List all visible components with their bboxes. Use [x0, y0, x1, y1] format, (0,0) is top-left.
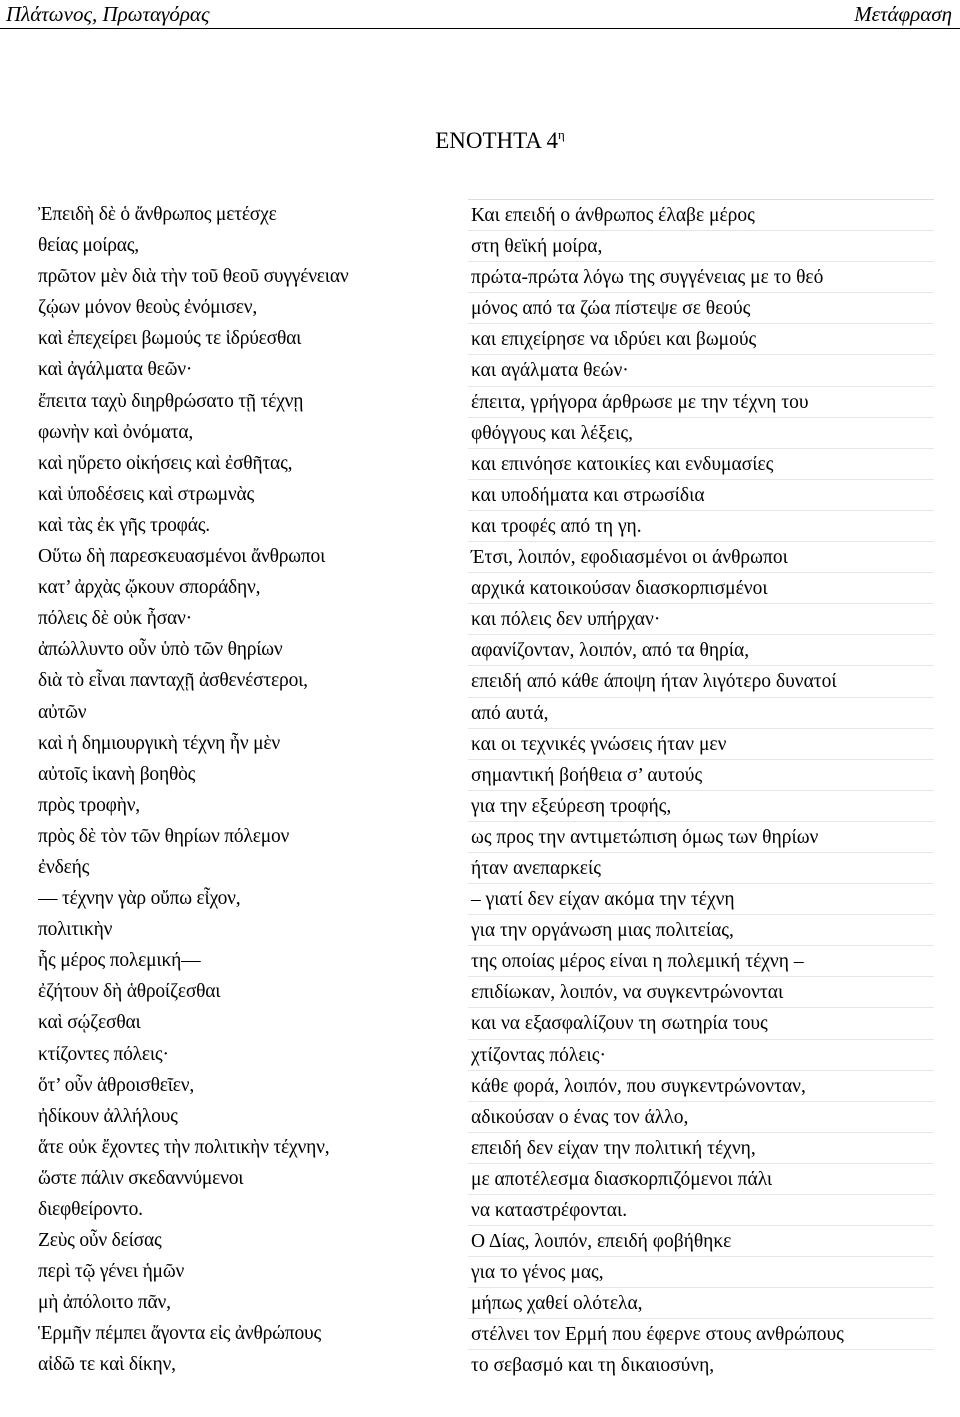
original-text-line: καὶ ἀγάλματα θεῶν·: [38, 359, 193, 381]
original-text-column: [38, 199, 458, 1381]
original-text-line: Οὕτω δὴ παρεσκευασμένοι ἄνθρωποι: [38, 546, 326, 568]
translation-line: μόνος από τα ζώα πίστεψε σε θεούς: [468, 292, 934, 323]
translation-line: αρχικά κατοικούσαν διασκορπισμένοι: [468, 572, 934, 603]
page-header: [0, 0, 960, 30]
section-title: [0, 120, 960, 156]
original-text-line: καὶ σῴζεσθαι: [38, 1012, 141, 1034]
translation-line: έπειτα, γρήγορα άρθρωσε με την τέχνη του: [468, 386, 934, 417]
original-text-line: κατ’ ἀρχὰς ᾤκουν σποράδην,: [38, 577, 261, 599]
translation-line: φθόγγους και λέξεις,: [468, 417, 934, 448]
original-text-line: μὴ ἀπόλοιτο πᾶν,: [38, 1292, 171, 1314]
original-text-line: καὶ τὰς ἐκ γῆς τροφάς.: [38, 514, 210, 536]
original-text-line: φωνὴν καὶ ὀνόματα,: [38, 421, 194, 443]
translation-line: της οποίας μέρος είναι η πολεμική τέχνη –: [468, 945, 934, 976]
translation-column: [468, 199, 934, 1381]
original-text-line: ἀπώλλυντο οὖν ὑπὸ τῶν θηρίων: [38, 639, 283, 661]
original-text-line: καὶ ηὕρετο οἰκήσεις καὶ ἐσθῆτας,: [38, 452, 293, 474]
translation-line: ήταν ανεπαρκείς: [468, 852, 934, 883]
original-text-line: διὰ τὸ εἶναι πανταχῇ ἀσθενέστεροι,: [38, 670, 308, 692]
original-text-line: καὶ ἐπεχείρει βωμούς τε ἱδρύεσθαι: [38, 328, 302, 350]
original-text-line: ἠδίκουν ἀλλήλους: [38, 1105, 178, 1127]
translation-line: και αγάλματα θεών·: [468, 354, 934, 385]
translation-line: να καταστρέφονται.: [468, 1194, 934, 1225]
header-work-title: Πλάτωνος, Πρωταγόρας: [6, 2, 210, 26]
translation-line: και να εξασφαλίζουν τη σωτηρία τους: [468, 1007, 934, 1038]
translation-line: επειδή από κάθε άποψη ήταν λιγότερο δυνατοί: [468, 665, 934, 696]
translation-line: και επιχείρησε να ιδρύει και βωμούς: [468, 323, 934, 354]
original-text-line: αὐτῶν: [38, 701, 87, 723]
original-text-line: καὶ ὑποδέσεις καὶ στρωμνὰς: [38, 483, 255, 505]
original-text-line: ἔπειτα ταχὺ διηρθρώσατο τῇ τέχνῃ: [38, 390, 304, 412]
translation-line: ως προς την αντιμετώπιση όμως των θηρίων: [468, 821, 934, 852]
translation-line: κάθε φορά, λοιπόν, που συγκεντρώνονταν,: [468, 1070, 934, 1101]
translation-line: για την οργάνωση μιας πολιτείας,: [468, 914, 934, 945]
translation-line: και υποδήματα και στρωσίδια: [468, 479, 934, 510]
translation-line: από αυτά,: [468, 697, 934, 728]
section-title-text: ΕΝΟΤΗΤΑ 4: [435, 128, 558, 153]
original-text-line: πόλεις δὲ οὐκ ἦσαν·: [38, 608, 192, 630]
translation-line: – γιατί δεν είχαν ακόμα την τέχνη: [468, 883, 934, 914]
translation-line: χτίζοντας πόλεις·: [468, 1039, 934, 1070]
original-text-line: αὐτοῖς ἱκανὴ βοηθὸς: [38, 763, 196, 785]
original-text-line: ὅτ’ οὖν ἁθροισθεῖεν,: [38, 1074, 195, 1096]
original-text-line: διεφθείροντο.: [38, 1199, 143, 1220]
original-text-line: πρῶτον μὲν διὰ τὴν τοῦ θεοῦ συγγένειαν: [38, 266, 349, 288]
original-text-line: ἐζήτουν δὴ ἁθροίζεσθαι: [38, 981, 221, 1003]
translation-line: και τροφές από τη γη.: [468, 510, 934, 541]
translation-line: το σεβασμό και τη δικαιοσύνη,: [468, 1349, 934, 1380]
original-text-line: περὶ τῷ γένει ἡμῶν: [38, 1261, 185, 1283]
original-text-line: πολιτικὴν: [38, 919, 113, 941]
original-text-line: Ζεὺς οὖν δείσας: [38, 1230, 162, 1252]
original-text-line: ὥστε πάλιν σκεδαννύμενοι: [38, 1167, 244, 1189]
translation-line: στέλνει τον Ερμή που έφερνε στους ανθρώπους: [468, 1318, 934, 1349]
original-text-line: ἧς μέρος πολεμική—: [38, 950, 201, 972]
original-text-line: πρὸς τροφὴν,: [38, 794, 140, 816]
translation-line: στη θεϊκή μοίρα,: [468, 230, 934, 261]
section-title-superscript: η: [557, 127, 565, 142]
header-translation-label: Μετάφραση: [854, 2, 952, 26]
translation-line: επειδή δεν είχαν την πολιτική τέχνη,: [468, 1132, 934, 1163]
translation-line: Και επειδή ο άνθρωπος έλαβε μέρος: [468, 199, 934, 230]
original-text-line: — τέχνην γὰρ οὔπω εἶχον,: [38, 888, 241, 910]
translation-line: σημαντική βοήθεια σ’ αυτούς: [468, 759, 934, 790]
original-text-line: ἅτε οὐκ ἔχοντες τὴν πολιτικὴν τέχνην,: [38, 1136, 330, 1158]
translation-line: για την εξεύρεση τροφής,: [468, 790, 934, 821]
translation-line: και πόλεις δεν υπήρχαν·: [468, 603, 934, 634]
translation-line: Έτσι, λοιπόν, εφοδιασμένοι οι άνθρωποι: [468, 541, 934, 572]
translation-line: αδικούσαν ο ένας τον άλλο,: [468, 1101, 934, 1132]
original-text-line: καὶ ἡ δημιουργικὴ τέχνη ἦν μὲν: [38, 732, 280, 754]
original-text-line: πρὸς δὲ τὸν τῶν θηρίων πόλεμον: [38, 825, 290, 847]
original-text-line: αἰδῶ τε καὶ δίκην,: [38, 1354, 176, 1376]
translation-line: με αποτέλεσμα διασκορπιζόμενοι πάλι: [468, 1163, 934, 1194]
original-text-line: θείας μοίρας,: [38, 235, 139, 257]
translation-line: αφανίζονταν, λοιπόν, από τα θηρία,: [468, 634, 934, 665]
original-text-line: Ἐπειδὴ δὲ ὁ ἄνθρωπος μετέσχε: [38, 204, 277, 225]
translation-line: και επινόησε κατοικίες και ενδυμασίες: [468, 448, 934, 479]
translation-line: επιδίωκαν, λοιπόν, να συγκεντρώνονται: [468, 976, 934, 1007]
original-text-line: Ἑρμῆν πέμπει ἄγοντα εἰς ἀνθρώπους: [38, 1323, 321, 1345]
translation-line: Ο Δίας, λοιπόν, επειδή φοβήθηκε: [468, 1225, 934, 1256]
header-divider: [0, 28, 960, 29]
original-text-line: ἐνδεής: [38, 856, 90, 878]
translation-line: για το γένος μας,: [468, 1256, 934, 1287]
original-text-line: κτίζοντες πόλεις·: [38, 1043, 169, 1065]
translation-line: πρώτα-πρώτα λόγω της συγγένειας με το θεό: [468, 261, 934, 292]
translation-line: μήπως χαθεί ολότελα,: [468, 1287, 934, 1318]
translation-line: και οι τεχνικές γνώσεις ήταν μεν: [468, 728, 934, 759]
original-text-line: ζῴων μόνον θεοὺς ἐνόμισεν,: [38, 297, 258, 319]
